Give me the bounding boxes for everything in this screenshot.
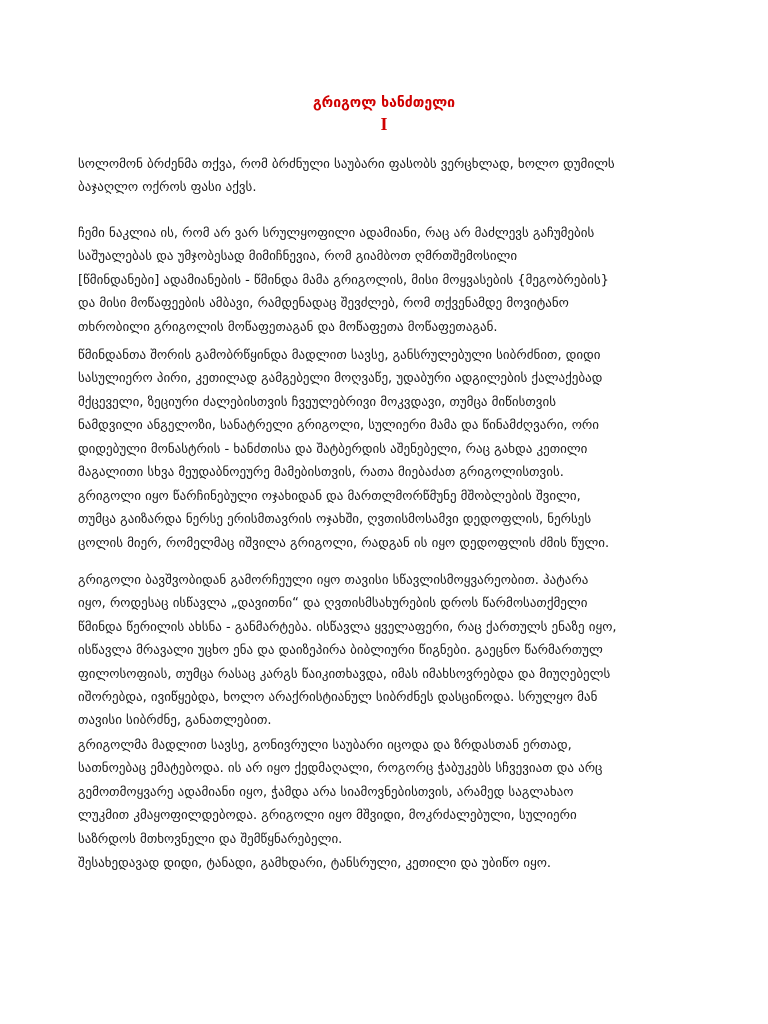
- paragraph: გრიგოლმა მადლით სავსე, გონივრული საუბარი იცოდა და ზრდასთან ერთად, სათნოებაც ემატებოდა. ის არ იყო ქედმაღალი, როგორც ჭაბუკებს სჩვევიათ და არც გემოთმოყვარე ადამიანი იყო, ჭამდა არა სიამოვნებისთვის, არამედ საგლახაო ლუკმით კმაყოფილდებოდა. გრიგოლი იყო მშვიდი, მოკრძალებული, სულიერი საზრდოს მთხოვნელი და შემწყნარებელი.: [78, 738, 603, 847]
- paragraph: გრიგოლი ბავშვობიდან გამორჩეული იყო თავისი სწავლისმოყვარეობით. პატარა იყო, როდესაც ისწავლა „დავითნი“ და ღვთისმსახურების დროს წარმოსათქმელი წმინდა წერილის ახსნა - განმარტება. ისწავლა ყველაფერი, რაც ქართულს ენაზე იყო, ისწავლა მრავალი უცხო ენა და დაიზეპირა ბიბლიური წიგნები. გაეცნო წარმართულ ფილოსოფიას, თუმცა რასაც კარგს წაიკითხავდა, იმას იმახსოვრებდა და მიუღებელს იშორებდა, ივიწყებდა, ხოლო არაქრისტიანულ სიბრძნეს დასცინოდა. სრულყო მან თავისი სიბრძნე, განათლებით.: [78, 573, 617, 729]
- document-title: გრიგოლ ხანძთელი: [312, 95, 456, 111]
- paragraph: წმინდანთა შორის გამობრწყინდა მადლით სავსე, განსრულებული სიბრძნით, დიდი სასულიერო პირი, კეთილად გამგებელი მოღვაწე, უდაბური ადგილების ქალაქებად მქცეველი, ზეციური ძალებისთვის ჩვეულებრივი მოკვდავი, თუმცა მიწისთვის ნამდვილი ანგელოზი, სანატრელი გრიგოლი, სულიერი მამა და წინამძღვარი, ორი დიდებული მონასტრის - ხანძთისა და შატბერდის აშენებელი, რაც გახდა კეთილი მაგალითი სხვა მეუდაბნოეურე მამებისთვის, რათა მიებაძათ გრიგოლისთვის.: [78, 348, 603, 481]
- paragraph: გრიგოლი იყო წარჩინებული ოჯახიდან და მართლმორწმუნე მშობლების შვილი, თუმცა გაიზარდა ნერსე ერისმთავრის ოჯახში, ღვთისმოსამვი დედოფლის, ნერსეს ცოლის მიერ, რომელმაც იშვილა გრიგოლი, რადგან ის იყო დედოფლის ძმის წული.: [78, 489, 610, 551]
- paragraph: შესახედავად დიდი, ტანადი, გამხდარი, ტანსრული, კეთილი და უბიწო იყო.: [78, 856, 552, 871]
- chapter-number: I: [380, 114, 388, 134]
- paragraph: სოლომონ ბრძენმა თქვა, რომ ბრძნული საუბარი ფასობს ვერცხლად, ხოლო დუმილს ბაჯაღლო ოქროს ფასი აქვს.: [78, 157, 615, 196]
- paragraph: ჩემი ნაკლია ის, რომ არ ვარ სრულყოფილი ადამიანი, რაც არ მაძლევს გაჩუმების საშუალებას და უმჯობესად მიმიჩნევია, რომ გიამბოთ ღმრთშემოსილი [წმინდანები] ადამიანების - წმინდა მამა გრიგოლის, მისი მოყვასების {მეგობრების} და მისი მოწაფეების ამბავი, რამდენადაც შევძლებ, რომ თქვენამდე მოვიტანო თხრობილი გრიგოლის მოწაფეთაგან და მოწაფეთა მოწაფეთაგან.: [78, 226, 609, 335]
